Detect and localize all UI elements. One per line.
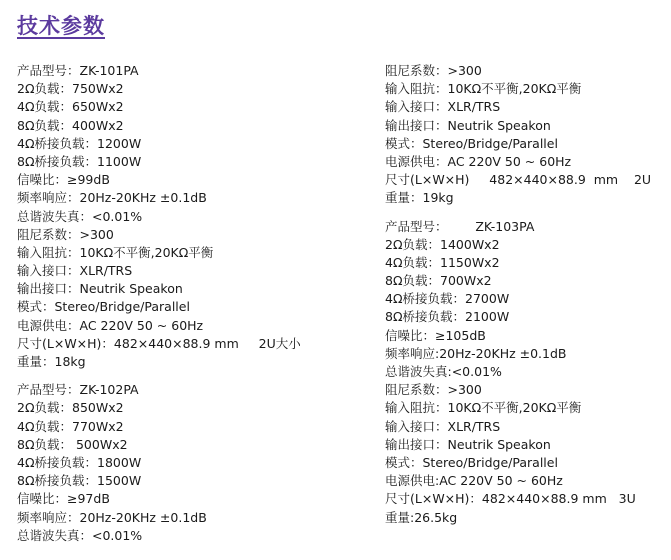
spec-line: 产品型号：ZK-102PA bbox=[17, 382, 139, 398]
spec-line: 2Ω负载：1400Wx2 bbox=[385, 236, 500, 252]
spec-line: 输入阻抗：10KΩ不平衡,20KΩ平衡 bbox=[385, 81, 582, 97]
spec-line: 8Ω桥接负载：2100W bbox=[385, 309, 510, 325]
spec-line: 输入阻抗：10KΩ不平衡,20KΩ平衡 bbox=[17, 244, 214, 260]
spec-line: 8Ω负载：700Wx2 bbox=[385, 273, 492, 289]
spec-line: 输入接口：XLR/TRS bbox=[385, 418, 501, 434]
spec-line: 总谐波失真：<0.01% bbox=[17, 208, 143, 224]
spec-line: 4Ω桥接负载：2700W bbox=[385, 291, 510, 307]
spec-line: 输出接口：Neutrik Speakon bbox=[17, 281, 183, 297]
spec-line: 8Ω桥接负载：1100W bbox=[17, 153, 142, 169]
spec-block-zk-102pa-continued bbox=[385, 62, 651, 208]
spec-line: 4Ω桥接负载：1800W bbox=[17, 454, 142, 470]
page-title: 技术参数 bbox=[17, 14, 105, 38]
spec-line: 总谐波失真:<0.01% bbox=[385, 364, 502, 379]
spec-line: 模式：Stereo/Bridge/Parallel bbox=[385, 454, 558, 470]
spec-line: 频率响应:20Hz-20KHz ±0.1dB bbox=[385, 345, 567, 361]
spec-line: 电源供电:AC 220V 50 ~ 60Hz bbox=[385, 473, 563, 489]
spec-line: 尺寸(L×W×H) 482×440×88.9 mm 2U bbox=[385, 172, 652, 188]
spec-line: 输入接口：XLR/TRS bbox=[17, 263, 133, 279]
spec-line: 阻尼系数：>300 bbox=[385, 382, 482, 398]
spec-line: 2Ω负载：850Wx2 bbox=[17, 400, 124, 416]
spec-line: 8Ω桥接负载：1500W bbox=[17, 473, 142, 489]
spec-line: 产品型号： ZK-103PA bbox=[385, 218, 535, 234]
spec-line: 电源供电：AC 220V 50 ~ 60Hz bbox=[385, 153, 572, 169]
spec-line: 4Ω负载：770Wx2 bbox=[17, 418, 124, 434]
spec-line: 重量:26.5kg bbox=[385, 509, 458, 525]
spec-column-left bbox=[17, 62, 301, 545]
spec-line: 频率响应：20Hz-20KHz ±0.1dB bbox=[17, 509, 207, 525]
spec-line: 阻尼系数：>300 bbox=[385, 63, 482, 78]
spec-line: 8Ω负载：400Wx2 bbox=[17, 117, 124, 133]
spec-line: 模式：Stereo/Bridge/Parallel bbox=[17, 299, 190, 315]
spec-line: 阻尼系数：>300 bbox=[17, 226, 114, 242]
spec-line: 电源供电：AC 220V 50 ~ 60Hz bbox=[17, 317, 204, 333]
spec-line: 4Ω负载：1150Wx2 bbox=[385, 254, 500, 270]
spec-line: 产品型号：ZK-101PA bbox=[17, 63, 139, 78]
spec-line: 信噪比：≥97dB bbox=[17, 491, 110, 507]
spec-line: 模式：Stereo/Bridge/Parallel bbox=[385, 135, 558, 151]
spec-line: 尺寸(L×W×H)：482×440×88.9 mm 2U大小 bbox=[17, 335, 301, 351]
spec-line: 输出接口：Neutrik Speakon bbox=[385, 117, 551, 133]
spec-line: 总谐波失真：<0.01% bbox=[17, 527, 143, 543]
spec-block-zk-102pa bbox=[17, 381, 301, 545]
spec-column-right bbox=[385, 62, 651, 527]
spec-block-zk-103pa bbox=[385, 218, 651, 527]
block-spacer bbox=[17, 371, 301, 381]
spec-line: 尺寸(L×W×H)：482×440×88.9 mm 3U bbox=[385, 491, 636, 507]
spec-line: 4Ω桥接负载：1200W bbox=[17, 135, 142, 151]
spec-line: 4Ω负载：650Wx2 bbox=[17, 99, 124, 115]
spec-line: 输入接口：XLR/TRS bbox=[385, 99, 501, 115]
spec-line: 信噪比：≥105dB bbox=[385, 327, 486, 343]
spec-line: 2Ω负载：750Wx2 bbox=[17, 81, 124, 97]
spec-line: 频率响应：20Hz-20KHz ±0.1dB bbox=[17, 190, 207, 206]
spec-line: 信噪比：≥99dB bbox=[17, 172, 110, 188]
spec-line: 重量：18kg bbox=[17, 354, 86, 369]
spec-line: 输入阻抗：10KΩ不平衡,20KΩ平衡 bbox=[385, 400, 582, 416]
spec-block-zk-101pa bbox=[17, 62, 301, 371]
spec-line: 重量：19kg bbox=[385, 190, 454, 206]
spec-line: 输出接口：Neutrik Speakon bbox=[385, 436, 551, 452]
block-spacer bbox=[385, 208, 651, 218]
spec-line: 8Ω负载： 500Wx2 bbox=[17, 436, 128, 452]
